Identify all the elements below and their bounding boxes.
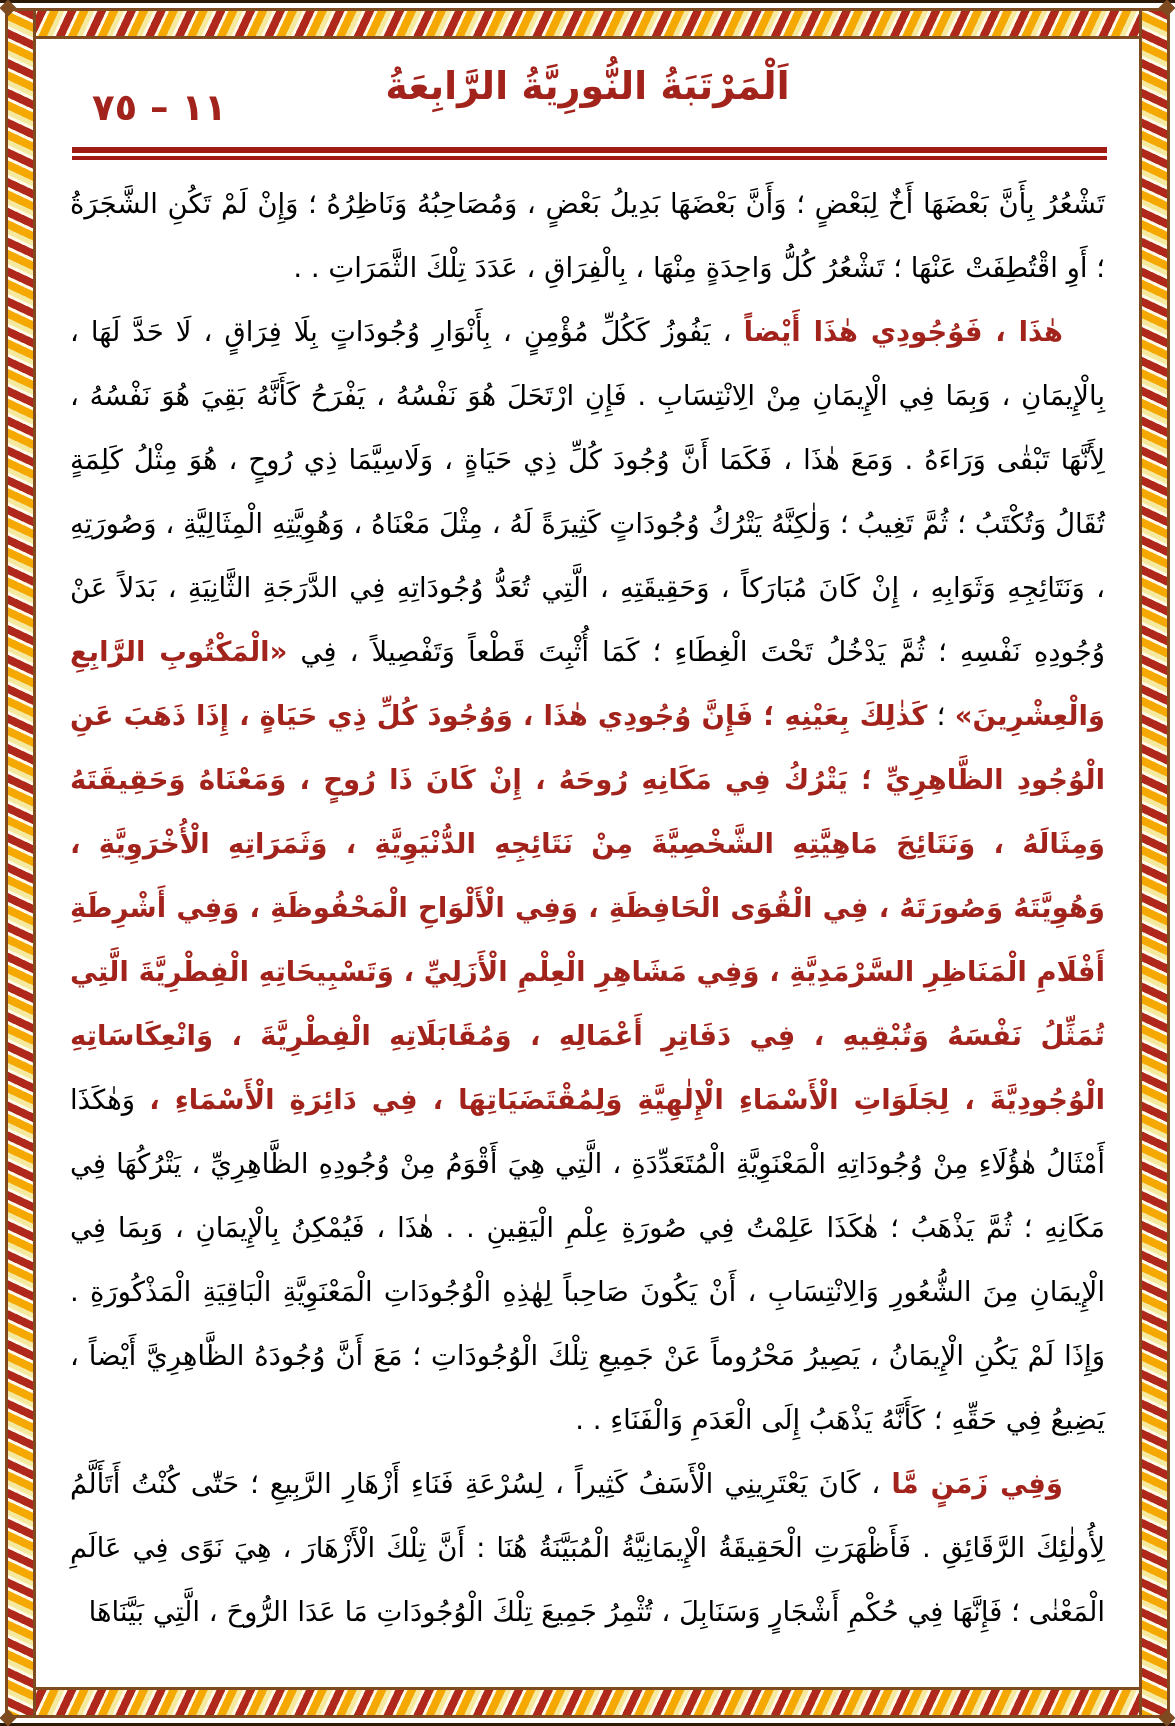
ornament-border-top — [5, 8, 1170, 39]
emphasis-red-run: هٰذَا ، فَوُجُودِي هٰذَا أَيْضاً — [743, 316, 1063, 348]
emphasis-red-run: كَذٰلِكَ بِعَيْنِهِ ؛ فَإِنَّ وُجُودِي هٰذَا ، وَوُجُودَ كُلِّ ذِي حَيَاةٍ ، إِذَا ذَهَبَ عَنِ الْوُجُودِ الظَّاهِرِيِّ ؛ يَتْرُكُ فِي مَكَانِهِ رُوحَهُ ، إِنْ كَانَ ذَا رُوحٍ ، وَمَعْنَاهُ وَحَقِيقَتَهُ وَمِثَالَهُ ، وَنَتَائِجَ مَاهِيَّتِهِ الشَّخْصِيَّةَ مِنْ نَتَائِجِهِ الدُّنْيَوِيَّةِ ، وَثَمَرَاتِهِ الْأُخْرَوِيَّةِ ، وَهُوِيَّتَهُ وَصُورَتَهُ ، فِي الْقُوَى الْحَافِظَةِ ، وَفِي الْأَلْوَاحِ الْمَحْفُوظَةِ ، وَفِي أَشْرِطَةِ أَفْلَامِ الْمَنَاظِرِ السَّرْمَدِيَّةِ ، وَفِي مَشَاهِرِ الْعِلْمِ الْأَزَلِيِّ ، وَتَسْبِيحَاتِهِ الْفِطْرِيَّةَ الَّتِي تُمَثِّلُ نَفْسَهُ وَتُبْقِيهِ ، فِي دَفَاتِرِ أَعْمَالِهِ ، وَمُقَابَلَاتِهِ الْفِطْرِيَّةَ ، وَانْعِكَاسَاتِهِ الْوُجُودِيَّةَ ، لِجَلَوَاتِ الْأَسْمَاءِ الْإِلٰهِيَّةِ وَلِمُقْتَضَيَاتِهَا ، فِي دَائِرَةِ الْأَسْمَاءِ ، — [70, 700, 1105, 1116]
text-run: ، يَفُوزُ كَكُلِّ مُؤْمِنٍ ، بِأَنْوَارِ وُجُودَاتٍ بِلَا فِرَاقٍ ، لَا حَدَّ لَهَا ، بِالْإِيمَانِ ، وَبِمَا فِي الْإِيمَانِ مِنْ الِانْتِسَابِ . فَإِنِ ارْتَحَلَ هُوَ نَفْسُهُ ، يَفْرَحُ كَأَنَّهُ بَقِيَ هُوَ نَفْسُهُ ، لِأَنَّهَا تَبْقٰى وَرَاءَهُ . وَمَعَ هٰذَا ، فَكَمَا أَنَّ وُجُودَ كُلِّ ذِي حَيَاةٍ ، وَلَاسِيَّمَا ذِي رُوحٍ ، هُوَ مِثْلُ كَلِمَةٍ تُقَالُ وَتُكْتَبُ ؛ ثُمَّ تَغِيبُ ؛ وَلٰكِنَّهُ يَتْرُكُ وُجُودَاتٍ كَثِيرَةً لَهُ ، مِثْلَ مَعْنَاهُ ، وَهُوِيَّتِهِ الْمِثَالِيَّةِ ، وَصُورَتِهِ ، وَنَتَائِجِهِ وَثَوَابِهِ ، إِنْ كَانَ مُبَارَكاً ، وَحَقِيقَتِهِ ، الَّتِي تُعَدُّ وُجُودَاتِهِ فِي الدَّرَجَةِ الثَّانِيَةِ ، بَدَلاً عَنْ وُجُودِهِ نَفْسِهِ ؛ ثُمَّ يَدْخُلُ تَحْتَ الْغِطَاءِ ؛ كَمَا أُثْبِتَ قَطْعاً وَتَفْصِيلاً ، فِي — [70, 316, 1105, 668]
header-divider — [72, 147, 1107, 160]
text-run: وَهٰكَذَا أَمْثَالُ هٰؤُلَاءِ مِنْ وُجُودَاتِهِ الْمَعْنَوِيَّةِ الْمُتَعَدِّدَةِ ، الَّتِي هِيَ أَقْوَمُ مِنْ وُجُودِهِ الظَّاهِرِيِّ ، يَتْرُكُهَا فِي مَكَانِهِ ؛ ثُمَّ يَذْهَبُ ؛ هٰكَذَا عَلِمْتُ فِي صُورَةِ عِلْمِ الْيَقِينِ . . هٰذَا ، فَيُمْكِنُ بِالْإِيمَانِ ، وَبِمَا فِي الْإِيمَانِ مِنَ الشُّعُورِ وَالِانْتِسَابِ ، أَنْ يَكُونَ صَاحِباً لِهٰذِهِ الْوُجُودَاتِ الْمَعْنَوِيَّةِ الْبَاقِيَةِ الْمَذْكُورَةِ . وَإِذَا لَمْ يَكُنِ الْإِيمَانُ ، يَصِيرُ مَحْرُوماً عَنْ جَمِيعِ تِلْكَ الْوُجُودَاتِ ؛ مَعَ أَنَّ وُجُودَهُ الظَّاهِرِيَّ أَيْضاً ، يَضِيعُ فِي حَقِّهِ ؛ كَأَنَّهُ يَذْهَبُ إِلَى الْعَدَمِ وَالْفَنَاءِ . . — [70, 1084, 1105, 1436]
paragraph — [70, 300, 1105, 1452]
ornament-border-left — [5, 8, 36, 1718]
paragraph — [70, 172, 1105, 300]
text-run: ، كَانَ يَعْتَرِينِي الْأَسَفُ كَثِيراً ، لِسُرْعَةِ فَنَاءِ أَزْهَارِ الرَّبِيعِ ؛ حَتّٰى كُنْتُ أَتَأَلَّمُ لِأُولٰئِكَ الرَّقَائِقِ . فَأَظْهَرَتِ الْحَقِيقَةُ الْإِيمَانِيَّةُ الْمُبَيَّنَةُ هُنَا : أَنَّ تِلْكَ الْأَزْهَارَ ، هِيَ نَوًى فِي عَالَمِ الْمَعْنٰى ؛ فَإِنَّهَا فِي حُكْمِ أَشْجَارٍ وَسَنَابِلَ ، تُثْمِرُ جَمِيعَ تِلْكَ الْوُجُودَاتِ مَا عَدَا الرُّوحَ ، الَّتِي بَيَّنَاهَا — [70, 1468, 1105, 1628]
text-run: تَشْعُرُ بِأَنَّ بَعْضَهَا أَخٌ لِبَعْضٍ ؛ وَأَنَّ بَعْضَهَا بَدِيلُ بَعْضٍ ، وَمُصَاحِبُهُ وَنَاظِرُهُ ؛ وَإِنْ لَمْ تَكُنِ الشَّجَرَةُ ؛ أَوِ اقْتُطِفَتْ عَنْهَا ؛ تَشْعُرُ كُلُّ وَاحِدَةٍ مِنْهَا ، بِالْفِرَاقِ ، عَدَدَ تِلْكَ الثَّمَرَاتِ . . — [70, 188, 1105, 284]
body-text — [70, 172, 1105, 1670]
ornament-border-bottom — [5, 1687, 1170, 1718]
emphasis-red-run: وَفِي زَمَنٍ مَّا — [891, 1468, 1063, 1500]
text-run: ؛ — [927, 700, 955, 732]
page-number: ١١ – ٧٥ — [92, 86, 227, 129]
emphasis-red-run: «الْمَكْتُوبِ الرَّابِعِ وَالْعِشْرِينَ» — [70, 636, 1105, 732]
page-top-edge-line — [0, 0, 1175, 3]
page-title: اَلْمَرْتَبَةُ النُّورِيَّةُ الرَّابِعَةُ — [385, 64, 790, 108]
ornament-border-right — [1139, 8, 1170, 1718]
paragraph — [70, 1452, 1105, 1644]
